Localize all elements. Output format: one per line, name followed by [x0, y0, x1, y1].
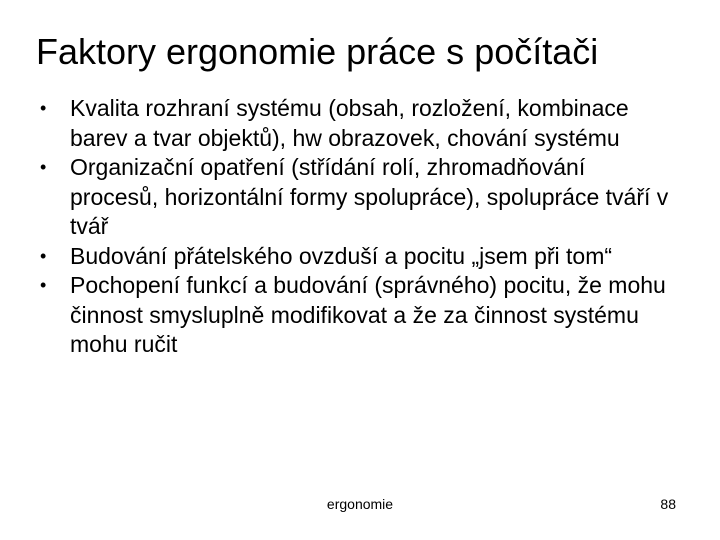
bullet-icon: • [40, 98, 47, 118]
bullet-text: Pochopení funkcí a budování (správného) pocitu, že mohu činnost smysluplně modifikovat a že za činnost systému mohu ručit [70, 272, 666, 357]
bullet-icon: • [40, 157, 47, 177]
bullet-text: Organizační opatření (střídání rolí, zhromadňování procesů, horizontální formy spolupráce), spolupráce tváří v tvář [70, 154, 669, 239]
bullet-item [38, 153, 678, 242]
bullet-list [38, 94, 678, 360]
page-number: 88 [660, 496, 676, 512]
bullet-icon: • [40, 275, 47, 295]
bullet-item [38, 271, 678, 360]
bullet-text: Kvalita rozhraní systému (obsah, rozložení, kombinace barev a tvar objektů), hw obrazovek, chování systému [70, 95, 629, 151]
slide-title: Faktory ergonomie práce s počítači [36, 31, 599, 72]
bullet-text: Budování přátelského ovzduší a pocitu „jsem při tom“ [70, 242, 613, 269]
bullet-item [38, 242, 678, 272]
bullet-item [38, 94, 678, 153]
bullet-icon: • [40, 245, 47, 266]
footer-label: ergonomie [326, 496, 394, 512]
